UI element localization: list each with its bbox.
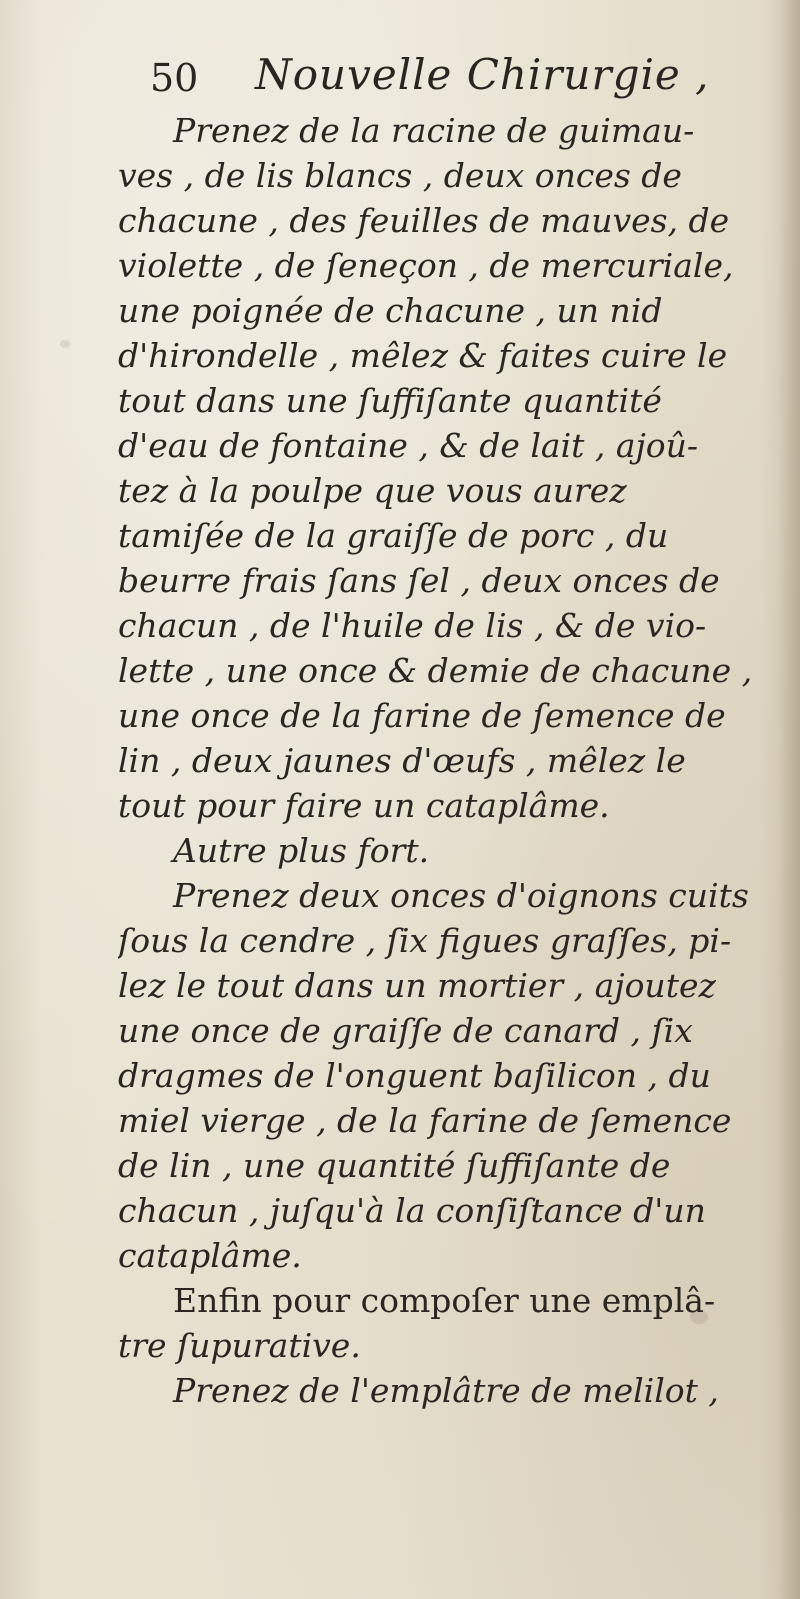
text-line: une once de graiſſe de canard , ſix <box>118 1011 693 1050</box>
text-line: chacun , juſqu'à la conſiſtance d'un <box>118 1191 706 1230</box>
text-line: dragmes de l'onguent baſilicon , du <box>118 1056 711 1095</box>
text-line: tout pour faire un cataplâme. <box>118 786 610 825</box>
paper-stain <box>60 340 70 348</box>
text-line: Enfin pour compoſer une emplâ- <box>173 1281 716 1320</box>
page-gutter-shadow <box>778 0 800 1599</box>
text-line: une once de la farine de ſemence de <box>118 696 726 735</box>
text-line: lin , deux jaunes d'œufs , mêlez le <box>118 741 686 780</box>
text-line: tre ſupurative. <box>118 1326 361 1365</box>
text-line: chacun , de l'huile de lis , & de vio- <box>118 606 707 645</box>
text-line: d'eau de fontaine , & de lait , ajoû- <box>118 426 699 465</box>
text-line: une poignée de chacune , un nid <box>118 291 663 330</box>
text-line: Autre plus fort. <box>173 831 430 870</box>
text-line: Prenez de la racine de guimau- <box>173 111 695 150</box>
text-line: tamiſée de la graiſſe de porc , du <box>118 516 669 555</box>
text-line: violette , de ſeneçon , de mercuriale, <box>118 246 734 285</box>
text-line: Prenez deux onces d'oignons cuits <box>173 876 749 915</box>
text-line: lez le tout dans un mortier , ajoutez <box>118 966 716 1005</box>
text-line: de lin , une quantité ſuffiſante de <box>118 1146 671 1185</box>
running-title: Nouvelle Chirurgie , <box>255 50 710 99</box>
text-line: miel vierge , de la farine de ſemence <box>118 1101 732 1140</box>
text-line: tout dans une ſuffiſante quantité <box>118 381 662 420</box>
body-text <box>118 108 758 1413</box>
text-line: d'hirondelle , mêlez & faites cuire le <box>118 336 728 375</box>
text-line: lette , une once & demie de chacune , <box>118 651 753 690</box>
text-line: ves , de lis blancs , deux onces de <box>118 156 682 195</box>
page-number: 50 <box>150 56 199 100</box>
text-line: cataplâme. <box>118 1236 302 1275</box>
page-header <box>150 48 710 108</box>
text-line: chacune , des feuilles de mauves, de <box>118 201 730 240</box>
text-line: ſous la cendre , ſix figues graſſes, pi- <box>118 921 732 960</box>
text-line: tez à la poulpe que vous aurez <box>118 471 627 510</box>
text-line: Prenez de l'emplâtre de melilot , <box>173 1371 719 1410</box>
text-line: beurre frais ſans ſel , deux onces de <box>118 561 720 600</box>
